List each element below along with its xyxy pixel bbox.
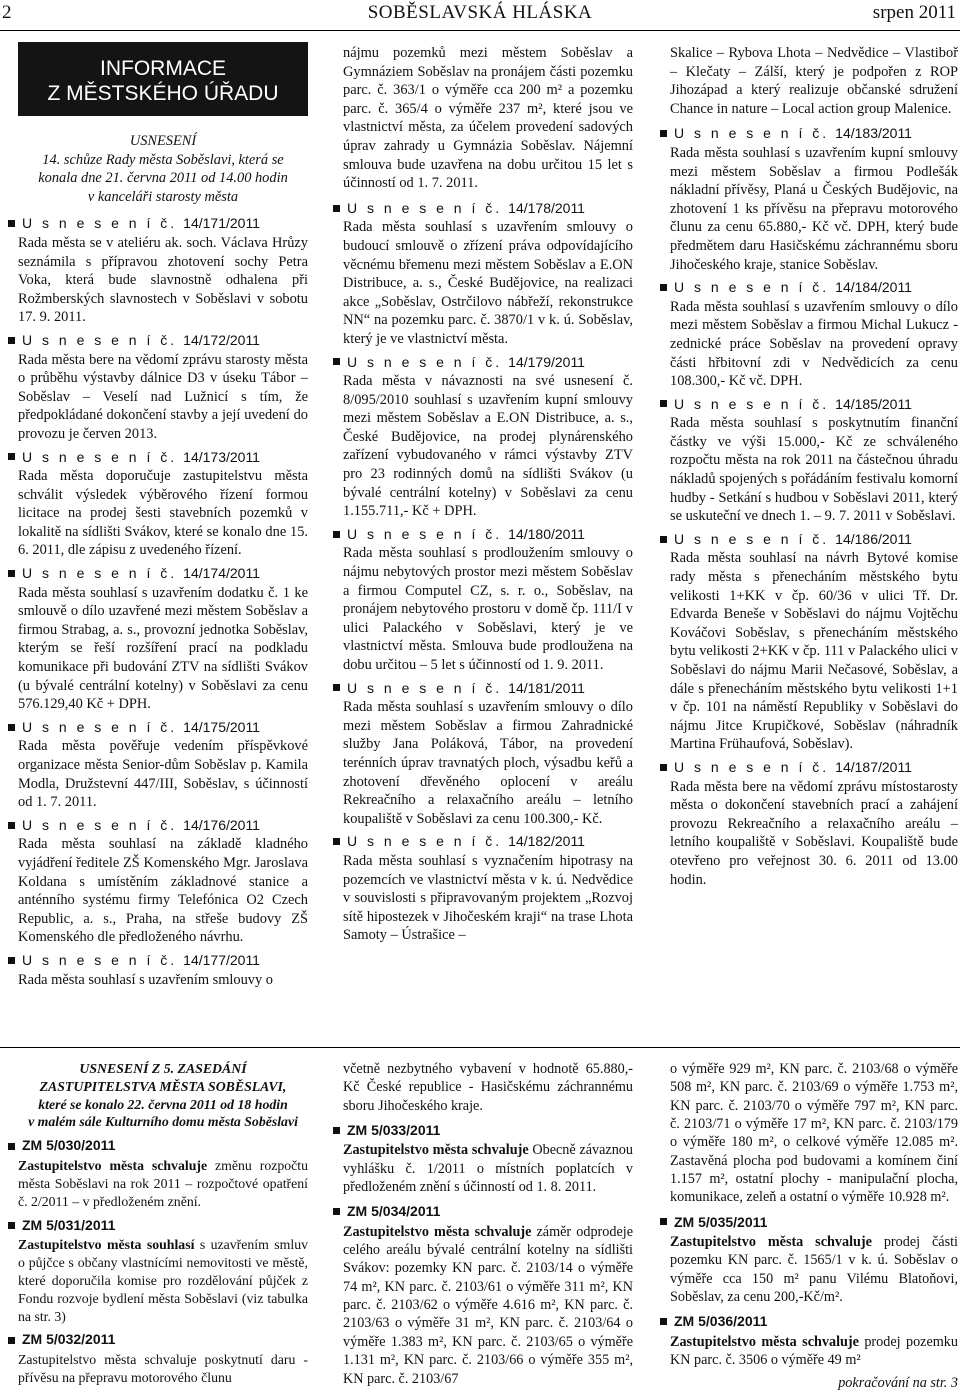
resolution-label: U s n e s e n í č. xyxy=(347,199,503,216)
square-bullet-icon xyxy=(8,570,15,577)
resolution-header xyxy=(343,199,633,218)
resolution-label: U s n e s e n í č. xyxy=(674,279,830,296)
bottom-column-2-intro: včetně nezbytného vybavení v hodnotě 65.880,- Kč České republice - Hasičskému záchrannému sboru Jihočeského kraje. xyxy=(343,1061,633,1114)
resolution-body: Rada města souhlasí s poskytnutím finanční částky ve výši 15.000,- Kč ze schváleného rozpočtu města na rok 2011 na částečnou úhradu nákladů spojených s pořádáním festivalu komorní hudby - Setkání s hudbou v Soběslavi 2011, který se uskuteční ve dnech 1. – 9. 7. 2011 v Soběslavi. xyxy=(670,415,958,525)
resolution-item xyxy=(343,832,633,945)
meeting-line-2: konala dne 21. června 2011 od 14.00 hodin xyxy=(38,170,288,187)
z5-line-3: v malém sále Kulturního domu města Soběslavi xyxy=(28,1114,298,1130)
council-resolution-item xyxy=(670,1213,958,1307)
resolution-number: 14/186/2011 xyxy=(835,530,912,547)
info-box xyxy=(18,42,308,116)
z5-line-2: které se konalo 22. června 2011 od 18 hodin xyxy=(38,1096,288,1112)
resolution-number: 14/171/2011 xyxy=(183,215,260,232)
square-bullet-icon xyxy=(333,1127,340,1134)
resolution-label: U s n e s e n í č. xyxy=(674,125,830,142)
resolution-text xyxy=(670,144,958,274)
resolution-text xyxy=(18,1157,308,1210)
resolution-number: ZM 5/033/2011 xyxy=(347,1122,441,1139)
council-resolution-item xyxy=(18,1217,308,1326)
resolution-header xyxy=(18,448,308,467)
z5-heading: USNESENÍ Z 5. ZASEDÁNÍ xyxy=(79,1061,247,1076)
meeting-heading-block xyxy=(18,132,308,206)
header-rule xyxy=(0,30,960,31)
resolution-item xyxy=(343,525,633,675)
resolution-lead: Zastupitelstvo města schvaluje xyxy=(343,1142,529,1159)
resolution-item xyxy=(18,816,308,947)
resolution-text xyxy=(18,971,308,990)
resolution-header xyxy=(18,816,308,835)
resolution-header xyxy=(670,395,958,414)
issue-date: srpen 2011 xyxy=(872,2,956,23)
resolution-header xyxy=(343,832,633,851)
resolution-lead: Zastupitelstvo města souhlasí xyxy=(18,1237,195,1253)
resolution-number: 14/178/2011 xyxy=(508,199,585,216)
square-bullet-icon xyxy=(333,838,340,845)
column-3 xyxy=(670,44,958,893)
resolution-label: U s n e s e n í č. xyxy=(674,530,830,547)
resolution-label: U s n e s e n í č. xyxy=(674,758,830,775)
resolution-header xyxy=(18,718,308,737)
column-2-intro: nájmu pozemků mezi městem Soběslav a Gymnáziem Soběslav na pronájem části pozemku parc. č. 363/1 o výměře cca 200 m² a pozemku parc. č. 365/4 o výměře 237 m², které jsou ve vlastnictví města, za účelem provedení sadových úprav zahrady u Gymnázia Soběslav. Nájemní smlouva bude uzavřena na dobu určitou 15 let s účinností od 1. 7. 2011. xyxy=(343,45,633,192)
resolution-label: U s n e s e n í č. xyxy=(22,951,178,968)
bottom-column-3-intro: o výměře 929 m², KN parc. č. 2103/68 o výměře 508 m², KN parc. č. 2103/69 o výměře 1.753 m², KN parc. č. 2103/70 o výměře 797 m², KN parc. č. 2103/71 o výměře 17 m², KN parc. č. 2103/179 o výměře 180 m², o celkové výměře 12.085 m². Zastavěná plocha pod budovami a komínem činí 1.157 m², ostatní plochy - manipulační plocha, komunikace, zeleň a ostatní o výměře 10.928 m². xyxy=(670,1061,958,1206)
resolution-text xyxy=(343,218,633,348)
resolution-body: Rada města souhlasí s uzavřením kupní smlouvy mezi městem Soběslav a firmou Podlešák nákladní přívěsy, Planá u Českých Budějovic, na zhotovení 1 ks přívěsu na přepravu motorového člunu za cenu 65.880,- Kč vč. DPH, který bude předmětem daru Hasičskému záchrannému sboru Jihočeského kraje, stanice Soběslav. xyxy=(670,144,958,273)
resolution-body: Obecně závaznou vyhlášku č. 1/2011 o místních poplatcích v předloženém znění s účinností od 1. 8. 2011. xyxy=(343,1142,633,1196)
resolution-body: Rada města souhlasí na základě kladného vyjádření ředitele ZŠ Komenského Mgr. Jaroslava Koldana s umístěním základnové stanice a anténního systému firmy Telefónica O2 Czech Republic, a. s., Praha, na střeše budovy ZŠ Komenského dle předloženého návrhu. xyxy=(18,836,308,946)
square-bullet-icon xyxy=(333,1208,340,1215)
continued-note: pokračování na str. 3 xyxy=(838,1374,958,1391)
resolution-number: 14/184/2011 xyxy=(835,279,912,296)
resolution-body: Rada města souhlasí s uzavřením smlouvy o xyxy=(18,971,273,988)
resolution-header xyxy=(670,1213,958,1231)
resolution-body: Rada města se v ateliéru ak. soch. Václava Hrůzy seznámila s přípravou zhotovení sochy Petra Voka, která bude slavnostně odhalena při Rožmberských slavnostech v Soběslavi v sobotu 17. 9. 2011. xyxy=(18,234,308,326)
resolution-text xyxy=(18,351,308,444)
resolution-item xyxy=(18,448,308,561)
resolution-body: prodej pozemku KN parc. č. 3506 o výměře 49 m² xyxy=(670,1333,958,1369)
resolution-item xyxy=(18,718,308,812)
council-resolutions-list-1 xyxy=(18,1137,308,1387)
resolution-label: U s n e s e n í č. xyxy=(347,833,503,850)
council-resolutions-list-2 xyxy=(343,1121,633,1388)
resolution-number: 14/180/2011 xyxy=(508,525,585,542)
resolution-text xyxy=(18,1351,308,1387)
resolution-item xyxy=(343,199,633,349)
newspaper-title: SOBĚSLAVSKÁ HLÁSKA xyxy=(367,2,593,23)
square-bullet-icon xyxy=(660,1218,667,1225)
resolutions-list-1 xyxy=(18,214,308,989)
resolution-body: Rada města bere na vědomí zprávu starosty města o průběhu výstavby dálnice D3 v úseku Tábor – Soběslav – Veselí nad Lužnicí s tím, že předpokládané dokončení stavby a její uvedení do provozu je červen 2013. xyxy=(18,351,308,442)
meeting-heading: USNESENÍ xyxy=(129,133,197,149)
meeting-line-3: v kanceláři starosty města xyxy=(87,188,239,205)
square-bullet-icon xyxy=(333,205,340,212)
resolution-body: změnu rozpočtu města Soběslavi na rok 2011 – rozpočtové opatření č. 2/2011 – v předloženém znění. xyxy=(18,1158,308,1209)
square-bullet-icon xyxy=(8,1337,15,1344)
page-number: 2 xyxy=(2,2,12,23)
resolution-lead: Zastupitelstvo města schvaluje xyxy=(18,1158,208,1174)
resolution-body: Rada města souhlasí s uzavřením dodatku č. 1 ke smlouvě o dílo uzavřené mezi městem Soběslav a firmou Strabag, a. s., provozní jednotka Soběslav, kterým se řeší rozšíření prací na podkladu komunikace při budování ZTV na sídlišti Svákov (u bývalé centrální kotelny) v Soběslavi za cenu 576.129,40 Kč + DPH. xyxy=(18,584,308,713)
square-bullet-icon xyxy=(8,724,15,731)
resolution-text xyxy=(343,372,633,521)
resolution-label: U s n e s e n í č. xyxy=(22,816,178,833)
resolution-text xyxy=(343,1223,633,1388)
resolution-label: U s n e s e n í č. xyxy=(22,331,178,348)
resolutions-list-2 xyxy=(343,199,633,945)
resolution-lead: Zastupitelstvo města schvaluje xyxy=(343,1223,532,1240)
page-header xyxy=(0,0,960,28)
resolution-body: Rada města souhlasí s vyznačením hipotrasy na pozemcích ve vlastnictví města v k. ú. Nedvědice v souvislosti s připravovaným projektem „Rozvoj sítě hipostezek v Jihočeském kraji“ na trase Lhota Samoty – Ústrašice – xyxy=(343,852,633,944)
resolution-header xyxy=(343,353,633,372)
square-bullet-icon xyxy=(333,684,340,691)
resolution-header xyxy=(18,214,308,233)
resolution-header xyxy=(18,564,308,583)
resolution-body: Rada města souhlasí s uzavřením smlouvy o dílo mezi městem Soběslav a firmou Zahradnické služby Jana Poláková, Tábor, na provedení terénních úprav travnatých ploch, výsadbu keřů a zhotovení dřevěného oplocení v areálu Rekreačního a relaxačního areálu – letního koupaliště v Soběslavi za cenu 100.300,- Kč. xyxy=(343,699,633,827)
resolution-text xyxy=(670,1233,958,1306)
resolution-number: 14/175/2011 xyxy=(183,718,260,735)
council-resolution-item xyxy=(18,1331,308,1386)
resolution-body: Rada města v návaznosti na své usnesení č. 8/095/2010 souhlasí s uzavřením kupní smlouvy mezi městem Soběslav a E.ON Distribuce, a. s., České Budějovice, na prodej plynárenského zařízení vybudovaného v rámci výstavby ZTV pro 23 rodinných domů na sídlišti Svákov (u bývalé centrální kotelny) v Soběslavi za cenu 1.155.711,- Kč + DPH. xyxy=(343,373,633,520)
column-3-intro: Skalice – Rybova Lhota – Nedvědice – Vlastiboř – Klečaty – Zálší, který je podpořen z ROP Jihozápad a který realizuje občanské sdružení Chance in nature – Local action group Malenice. xyxy=(670,45,958,117)
resolution-body: Rada města bere na vědomí zprávu místostarosty města o dokončení stavebních prací a zahájení provozu Rekreačního a relaxačního areálu – letního koupaliště v Soběslavi. Koupaliště bude otevřeno pro veřejnost 30. 6. 2011 od 13.00 hodin. xyxy=(670,778,958,888)
resolution-number: 14/185/2011 xyxy=(835,395,912,412)
resolution-number: 14/172/2011 xyxy=(183,331,260,348)
council-resolutions-list-3 xyxy=(670,1213,958,1370)
bottom-column-3 xyxy=(670,1060,958,1392)
resolution-label: U s n e s e n í č. xyxy=(22,215,178,232)
resolution-body: Rada města souhlasí na návrh Bytové komise rady města s přenecháním městského bytu velikosti 1+KK v čp. 60/36 v ulici Tř. Dr. Edvarda Beneše v Soběslavi do nájmu Vojtěchu Kováčovi Soběslav, s přenecháním městského bytu velikosti 2+KK v čp. 111 v Palackého ulici v Soběslavi do nájmu Marii Nečasové, Soběslav, a dále s přenecháním městského bytu velikosti 1+1 v čp. 101 na náměstí Republiky v Soběslavi do nájmu Jitce Krupičkové, Soběslav (náhradník Martina Frühaufová, Soběslav). xyxy=(670,550,958,753)
resolution-text xyxy=(670,549,958,754)
resolution-item xyxy=(670,758,958,889)
resolution-body: Rada města doporučuje zastupitelstvu města schválit výsledek výběrového řízení formou licitace na prodej šesti stavebních pozemků v lokalitě na sídlišti Svákov, které se konalo dne 15. 6. 2011, dle zápisu z uvedeného řízení. xyxy=(18,468,308,559)
resolution-text xyxy=(18,1236,308,1325)
resolution-label: U s n e s e n í č. xyxy=(22,565,178,582)
resolution-number: ZM 5/030/2011 xyxy=(22,1137,116,1154)
resolutions-list-3 xyxy=(670,124,958,889)
council-resolution-item xyxy=(343,1121,633,1196)
resolution-header xyxy=(343,679,633,698)
square-bullet-icon xyxy=(8,453,15,460)
resolution-number: ZM 5/036/2011 xyxy=(674,1313,768,1330)
resolution-text xyxy=(18,835,308,947)
resolution-body: Zastupitelstvo města schvaluje poskytnutí daru - přívěsu na přepravu motorového člunu xyxy=(18,1352,308,1385)
resolution-item xyxy=(18,214,308,327)
resolution-text xyxy=(18,234,308,327)
bottom-column-1 xyxy=(18,1060,308,1391)
resolution-number: ZM 5/034/2011 xyxy=(347,1203,441,1220)
resolution-body: prodej části pozemku KN parc. č. 1565/1 v k. ú. Soběslav o výměře cca 150 m² panu Vilému Blatoňovi, Soběslav, za cenu 200,-Kč/m². xyxy=(670,1234,958,1306)
council-resolution-item xyxy=(343,1202,633,1387)
resolution-label: U s n e s e n í č. xyxy=(22,448,178,465)
column-2 xyxy=(343,44,633,949)
square-bullet-icon xyxy=(660,400,667,407)
resolution-item xyxy=(18,951,308,989)
resolution-item xyxy=(18,331,308,444)
resolution-item xyxy=(18,564,308,714)
resolution-text xyxy=(670,414,958,526)
resolution-item xyxy=(343,679,633,829)
square-bullet-icon xyxy=(8,1143,15,1150)
resolution-header xyxy=(670,278,958,297)
square-bullet-icon xyxy=(333,358,340,365)
section-divider xyxy=(0,1047,960,1048)
resolution-number: ZM 5/031/2011 xyxy=(22,1216,116,1233)
resolution-lead: Zastupitelstvo města schvaluje xyxy=(670,1333,859,1350)
resolution-number: 14/181/2011 xyxy=(508,679,585,696)
resolution-number: 14/174/2011 xyxy=(183,565,260,582)
council-resolution-item xyxy=(18,1137,308,1210)
resolution-header xyxy=(670,530,958,549)
resolution-text xyxy=(18,467,308,560)
resolution-header xyxy=(18,1137,308,1155)
resolution-header xyxy=(670,758,958,777)
resolution-body: Rada města pověřuje vedením příspěvkové organizace města Senior-dům Soběslav p. Kamila Modla, Družstevní 447/III, Soběslav, s účinností od 1. 7. 2011. xyxy=(18,738,308,811)
square-bullet-icon xyxy=(8,822,15,829)
resolution-header xyxy=(343,1202,633,1220)
resolution-header xyxy=(670,124,958,143)
resolution-text xyxy=(670,778,958,890)
council-meeting-heading xyxy=(18,1060,308,1131)
square-bullet-icon xyxy=(333,531,340,538)
resolution-header xyxy=(670,1312,958,1330)
resolution-header xyxy=(18,1331,308,1349)
resolution-header xyxy=(343,1121,633,1139)
info-box-line2: Z MĚSTSKÉHO ÚŘADU xyxy=(47,82,279,105)
meeting-line-1: 14. schůze Rady města Soběslavi, která se xyxy=(42,151,284,168)
resolution-number: 14/179/2011 xyxy=(508,353,585,370)
info-box-line1: INFORMACE xyxy=(100,57,226,80)
resolution-item xyxy=(670,530,958,754)
resolution-number: 14/182/2011 xyxy=(508,833,585,850)
resolution-number: ZM 5/032/2011 xyxy=(22,1331,116,1348)
square-bullet-icon xyxy=(660,1318,667,1325)
resolution-text xyxy=(670,298,958,391)
bottom-column-2 xyxy=(343,1060,633,1392)
square-bullet-icon xyxy=(660,130,667,137)
resolution-label: U s n e s e n í č. xyxy=(347,525,503,542)
resolution-body: Rada města souhlasí s prodloužením smlouvy o nájmu nebytových prostor mezi městem Soběslav a firmou Computel CZ, s. r. o., Soběslav, na pronájem nebytového prostoru v domě čp. 111/I v ulici Palackého v Soběslavi, který je ve vlastnictví města. Smlouva bude prodloužena na dobu určitou – 5 let s účinností od 1. 9. 2011. xyxy=(343,545,633,673)
resolution-item xyxy=(670,124,958,274)
resolution-text xyxy=(343,1141,633,1196)
square-bullet-icon xyxy=(8,337,15,344)
resolution-number: 14/177/2011 xyxy=(183,951,260,968)
resolution-text xyxy=(670,1333,958,1370)
resolution-number: 14/187/2011 xyxy=(835,758,912,775)
resolution-body: Rada města souhlasí s uzavřením smlouvy o dílo mezi městem Soběslav a firmou Michal Lukucz - zednické práce Soběslav na provedení opravy části hřbitovní zdi v Nedvědicích za cenu 108.300,- Kč vč. DPH. xyxy=(670,298,958,390)
resolution-body: s uzavřením smluv o půjčce s občany vlastnícími nemovitosti ve městě, které doporučila komise pro rozdělování půjček z Fondu rozvoje bydlení města Soběslavi (viz tabulka na str. 3) xyxy=(18,1237,308,1324)
square-bullet-icon xyxy=(660,764,667,771)
resolution-text xyxy=(343,852,633,945)
square-bullet-icon xyxy=(660,284,667,291)
resolution-label: U s n e s e n í č. xyxy=(22,718,178,735)
square-bullet-icon xyxy=(8,1222,15,1229)
resolution-lead: Zastupitelstvo města schvaluje xyxy=(670,1234,872,1251)
resolution-number: 14/176/2011 xyxy=(183,816,260,833)
resolution-item xyxy=(670,278,958,391)
resolution-body: záměr odprodeje celého areálu bývalé centrální kotelny na sídlišti Svákov: pozemky KN parc. č. 2103/14 o výměře 74 m², KN parc. č. 2103/61 o výměře 311 m², KN parc. č. 2103/62 o výměře 4.616 m², KN parc. č. 2103/63 o výměře 31 m², KN parc. č. 2103/64 o výměře 1.383 m², KN parc. č. 2103/65 o výměře 1.131 m², KN parc. č. 2103/66 o výměře 355 m², KN parc. č. 2103/67 xyxy=(343,1223,633,1387)
column-1 xyxy=(18,42,308,993)
resolution-text xyxy=(18,584,308,714)
resolution-header xyxy=(18,331,308,350)
resolution-header xyxy=(18,951,308,970)
resolution-number: 14/183/2011 xyxy=(835,125,912,142)
resolution-item xyxy=(670,395,958,526)
square-bullet-icon xyxy=(8,957,15,964)
z5-line-1: ZASTUPITELSTVA MĚSTA SOBĚSLAVI, xyxy=(39,1078,287,1094)
square-bullet-icon xyxy=(8,220,15,227)
council-resolution-item xyxy=(670,1312,958,1369)
square-bullet-icon xyxy=(660,536,667,543)
resolution-label: U s n e s e n í č. xyxy=(347,679,503,696)
resolution-header xyxy=(343,525,633,544)
resolution-text xyxy=(18,737,308,811)
resolution-header xyxy=(18,1217,308,1235)
resolution-body: Rada města souhlasí s uzavřením smlouvy o budoucí smlouvě o zřízení práva odpovídajícího věcnému břemenu mezi městem Soběslav a E.ON Distribuce, a. s., České Budějovice, na realizaci akce „Soběslav, Ostrčilovo nábřeží, rekonstrukce NN“ na pozemku parc. č. 3870/1 v k. ú. Soběslav, který je ve vlastnictví města. xyxy=(343,219,633,347)
resolution-text xyxy=(343,544,633,674)
resolution-text xyxy=(343,698,633,828)
resolution-number: 14/173/2011 xyxy=(183,448,260,465)
resolution-item xyxy=(343,353,633,521)
resolution-label: U s n e s e n í č. xyxy=(347,353,503,370)
resolution-number: ZM 5/035/2011 xyxy=(674,1213,768,1230)
resolution-label: U s n e s e n í č. xyxy=(674,395,830,412)
